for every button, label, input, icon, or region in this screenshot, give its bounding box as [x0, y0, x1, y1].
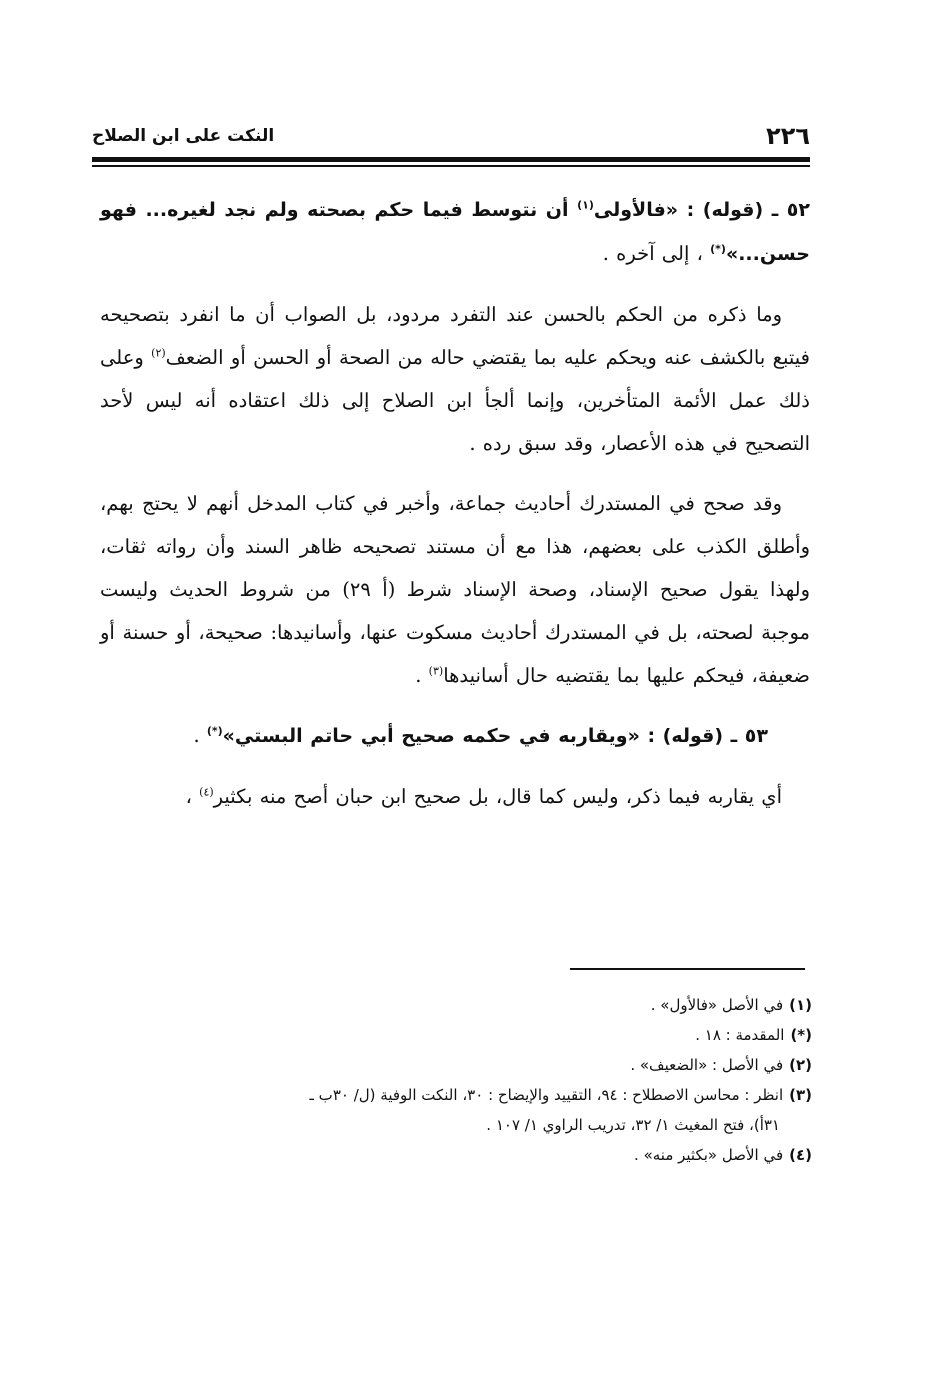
section-53: ٥٣ ـ (قوله) : «ويقاربه في حكمه صحيح أبي حاتم البستي»(*) . [193, 724, 768, 747]
header-rule-thin [92, 165, 810, 167]
section-52: ٥٢ ـ (قوله) : «فالأولى$^{(١)}$ أن نتوسط فيما حكم بصحته ولم نجد لغيره... فهو حسن...»(*) ، إلى آخره . [100, 198, 810, 265]
footnote-ref-2: (٢) [151, 346, 166, 360]
running-title: النكت على ابن الصلاح [92, 126, 275, 146]
footnote-3-continued: ٣١أ)، فتح المغيث ١/ ٣٢، تدريب الراوي ١/ ١٠٧ . [486, 1116, 780, 1134]
footnote-ref-star-2: (*) [206, 724, 223, 738]
section-53-quote: ٥٣ ـ (قوله) : «ويقاربه في حكمه صحيح أبي حاتم البستي»(*) [206, 724, 768, 747]
header-rule-thick [92, 157, 810, 162]
footnote-ref-3: (٣) [428, 664, 444, 678]
footnote-star: (*)المقدمة : ١٨ . [695, 1026, 812, 1044]
footnote-ref-star: (*) [710, 242, 726, 256]
footnote-ref-1: (١) [577, 198, 594, 212]
footnote-2: (٢)في الأصل : «الضعيف» . [630, 1056, 812, 1074]
footnotes [100, 990, 812, 1170]
footnote-3: (٣)انظر : محاسن الاصطلاح : ٩٤، التقييد والإيضاح : ٣٠، النكت الوفية (ل/ ٣٠ب ـ [309, 1086, 812, 1104]
footnote-ref-4: (٤) [199, 785, 214, 799]
paragraph-2: وقد صحح في المستدرك أحاديث جماعة، وأخبر في كتاب المدخل أنهم لا يحتج بهم، وأطلق الكذب على بعضهم، هذا مع أن مستند تصحيحه ظاهر السند وأن رواته ثقات، ولهذا يقول صحيح الإسناد، وصحة الإسناد شرط (أ ٢٩) من شروط الحديث وليست موجبة لصحته، بل في المستدرك أحاديث مسكوت عنها، وأسانيدها: صحيحة، أو حسنة أو ضعيفة، فيحكم عليها بما يقتضيه حال أسانيدها$^{(٣)}$ . [100, 492, 810, 687]
footnote-4: (٤)في الأصل «بكثير منه» . [634, 1146, 812, 1164]
page-header [92, 120, 810, 154]
footnote-separator [570, 968, 805, 970]
page-number: ٢٢٦ [766, 122, 810, 150]
footnote-1: (١)في الأصل «فالأول» . [650, 996, 812, 1014]
paragraph-3: أي يقاربه فيما ذكر، وليس كما قال، بل صحيح ابن حبان أصح منه بكثير$^{(٤)}$ ، [185, 785, 782, 808]
paragraph-1: وما ذكره من الحكم بالحسن عند التفرد مردود، بل الصواب أن ما انفرد بتصحيحه فيتبع بالكشف عنه ويحكم عليه بما يقتضي حاله من الصحة أو الحسن أو الضعف$^{(٢)}$ وعلى ذلك عمل الأئمة المتأخرين، وإنما ألجأ ابن الصلاح إلى ذلك اعتقاده أنه ليس لأحد التصحيح في هذه الأعصار، وقد سبق رده . [100, 303, 810, 455]
main-text [100, 188, 810, 835]
section-52-quote: ٥٢ ـ (قوله) : «فالأولى$^{(١)}$ أن نتوسط فيما حكم بصحته ولم نجد لغيره... فهو حسن...»(*) [100, 198, 810, 265]
